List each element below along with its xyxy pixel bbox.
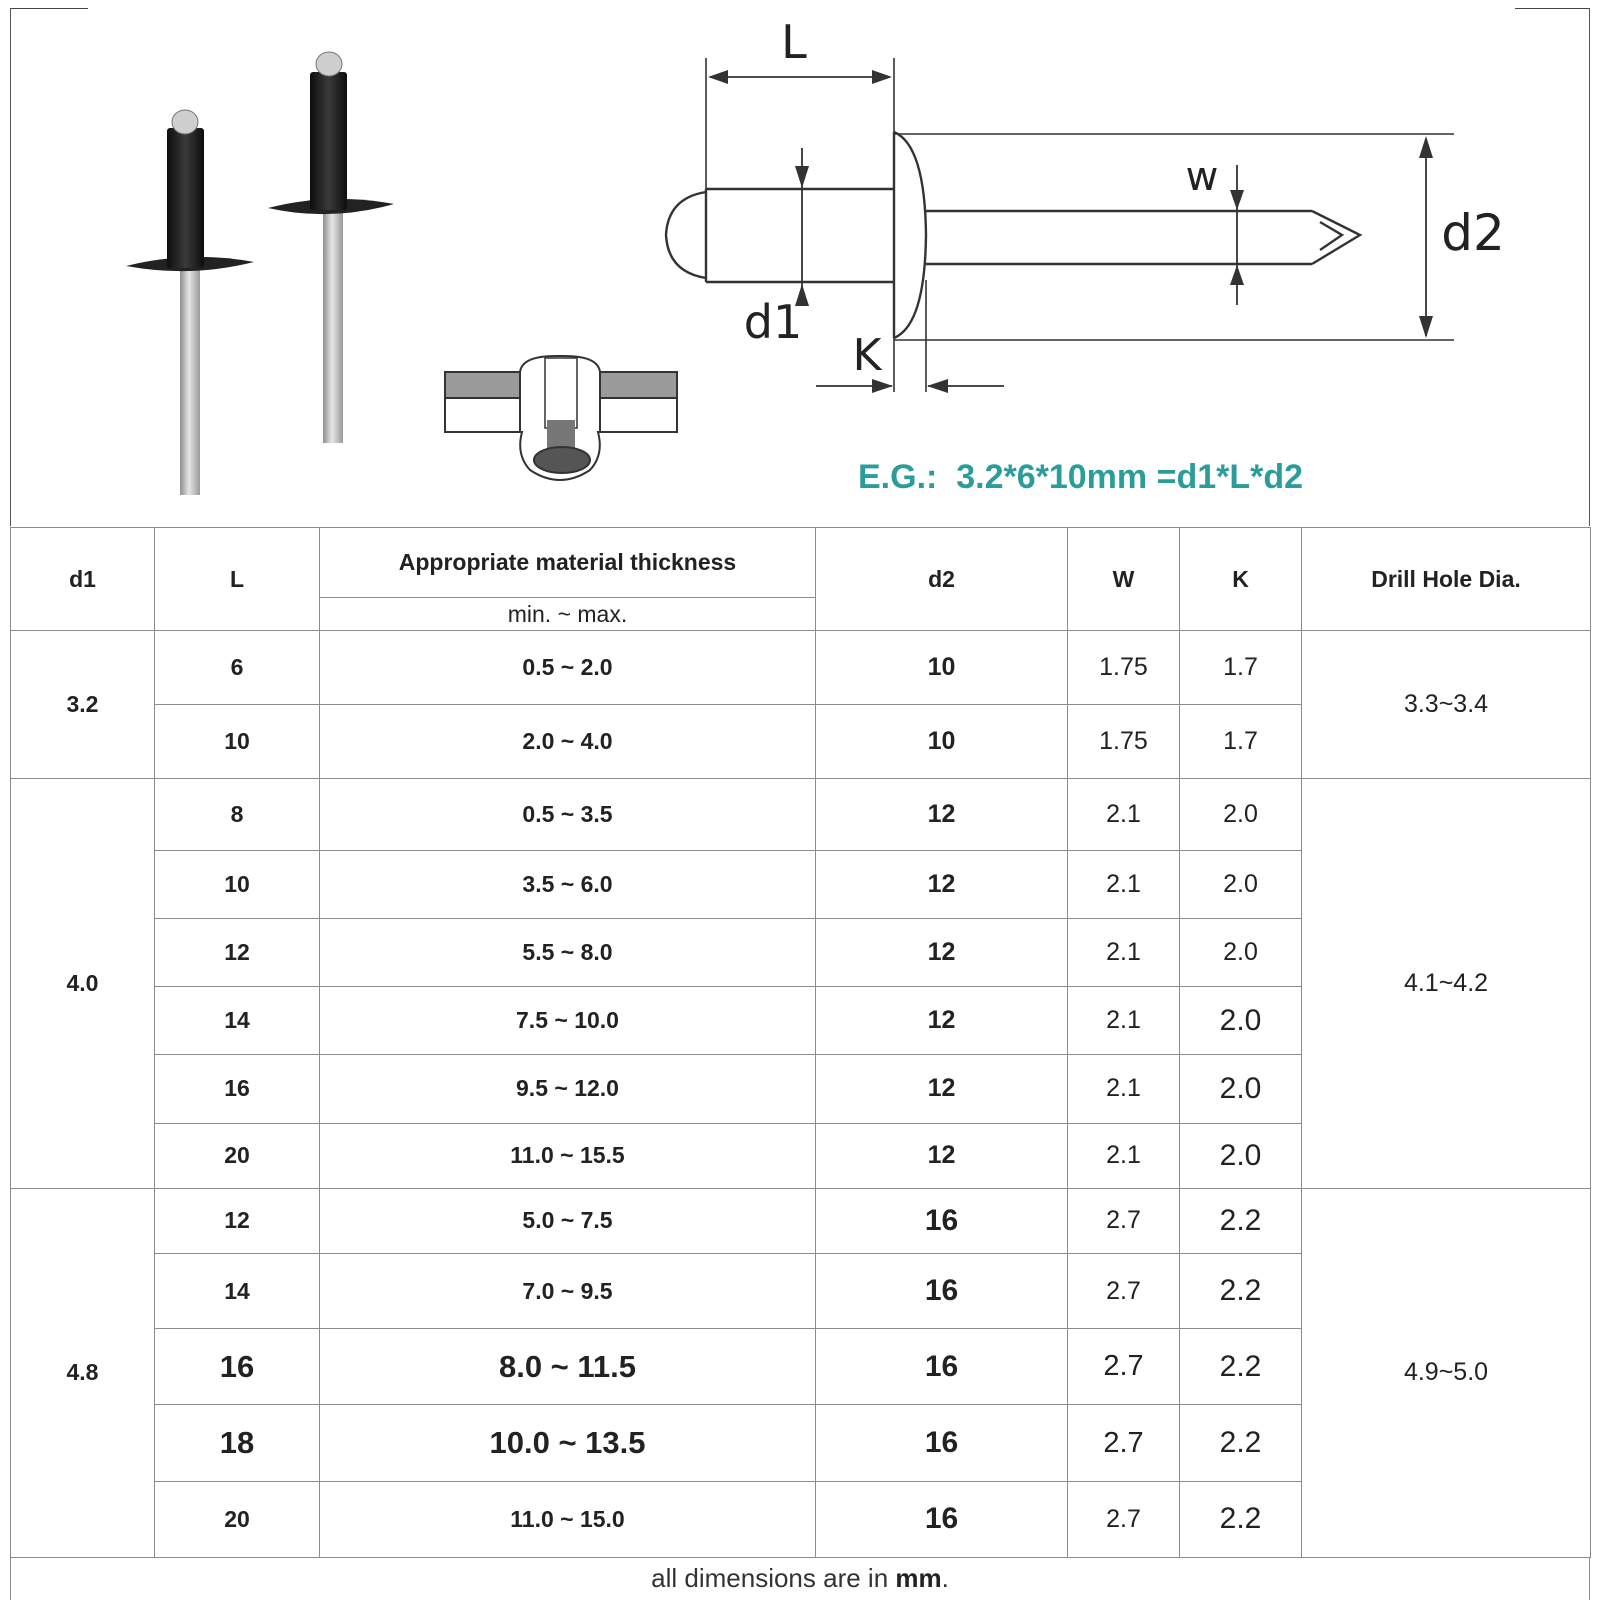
cell-K: 2.2 bbox=[1180, 1329, 1302, 1405]
rivet-photo-right bbox=[268, 52, 394, 443]
cell-L: 12 bbox=[155, 918, 320, 986]
cell-d2: 16 bbox=[816, 1481, 1068, 1557]
cell-W: 2.1 bbox=[1068, 779, 1180, 850]
cell-L: 20 bbox=[155, 1481, 320, 1557]
cell-d2: 10 bbox=[816, 631, 1068, 705]
header-L: L bbox=[155, 528, 320, 631]
label-w: w bbox=[1185, 154, 1219, 200]
cell-thickness: 10.0 ~ 13.5 bbox=[320, 1405, 816, 1481]
header-d1: d1 bbox=[11, 528, 155, 631]
header-drill: Drill Hole Dia. bbox=[1302, 528, 1591, 631]
cell-W: 1.75 bbox=[1068, 631, 1180, 705]
cell-thickness: 2.0 ~ 4.0 bbox=[320, 705, 816, 779]
label-K: K bbox=[852, 330, 882, 381]
footer-note bbox=[10, 1558, 1590, 1600]
cell-L: 20 bbox=[155, 1123, 320, 1188]
cell-K: 2.2 bbox=[1180, 1405, 1302, 1481]
rivet-illustration bbox=[0, 0, 1600, 528]
cell-thickness: 5.0 ~ 7.5 bbox=[320, 1188, 816, 1253]
table-row bbox=[11, 779, 1591, 850]
example-formula: E.G.: 3.2*6*10mm =d1*L*d2 bbox=[858, 458, 1304, 496]
cell-K: 2.0 bbox=[1180, 987, 1302, 1055]
cell-d2: 12 bbox=[816, 1055, 1068, 1123]
cell-thickness: 11.0 ~ 15.5 bbox=[320, 1123, 816, 1188]
cell-d2: 16 bbox=[816, 1253, 1068, 1328]
cell-W: 2.7 bbox=[1068, 1481, 1180, 1557]
cell-d2: 12 bbox=[816, 850, 1068, 918]
cell-K: 2.0 bbox=[1180, 779, 1302, 850]
cell-thickness: 8.0 ~ 11.5 bbox=[320, 1329, 816, 1405]
cell-thickness: 5.5 ~ 8.0 bbox=[320, 918, 816, 986]
cell-thickness: 9.5 ~ 12.0 bbox=[320, 1055, 816, 1123]
cell-L: 10 bbox=[155, 705, 320, 779]
cell-d1: 4.0 bbox=[11, 779, 155, 1188]
cell-L: 8 bbox=[155, 779, 320, 850]
cell-W: 2.7 bbox=[1068, 1405, 1180, 1481]
cell-K: 2.0 bbox=[1180, 1123, 1302, 1188]
installed-rivet-section bbox=[445, 356, 677, 480]
cell-W: 2.1 bbox=[1068, 1123, 1180, 1188]
cell-K: 2.0 bbox=[1180, 1055, 1302, 1123]
rivet-spec-table bbox=[10, 527, 1591, 1558]
cell-L: 14 bbox=[155, 987, 320, 1055]
cell-L: 10 bbox=[155, 850, 320, 918]
cell-drill: 3.3~3.4 bbox=[1302, 631, 1591, 779]
cell-W: 2.1 bbox=[1068, 1055, 1180, 1123]
cell-thickness: 7.5 ~ 10.0 bbox=[320, 987, 816, 1055]
cell-thickness: 0.5 ~ 3.5 bbox=[320, 779, 816, 850]
cell-L: 16 bbox=[155, 1329, 320, 1405]
cell-W: 2.1 bbox=[1068, 850, 1180, 918]
cell-W: 2.7 bbox=[1068, 1329, 1180, 1405]
cell-d2: 16 bbox=[816, 1329, 1068, 1405]
cell-thickness: 7.0 ~ 9.5 bbox=[320, 1253, 816, 1328]
footer-text: all dimensions are in bbox=[651, 1563, 896, 1593]
cell-L: 6 bbox=[155, 631, 320, 705]
cell-d2: 12 bbox=[816, 918, 1068, 986]
cell-L: 14 bbox=[155, 1253, 320, 1328]
cell-thickness: 3.5 ~ 6.0 bbox=[320, 850, 816, 918]
cell-K: 1.7 bbox=[1180, 705, 1302, 779]
cell-W: 1.75 bbox=[1068, 705, 1180, 779]
cell-W: 2.1 bbox=[1068, 987, 1180, 1055]
cell-thickness: 0.5 ~ 2.0 bbox=[320, 631, 816, 705]
footer-unit: mm bbox=[895, 1563, 942, 1593]
cell-drill: 4.1~4.2 bbox=[1302, 779, 1591, 1188]
cell-K: 2.0 bbox=[1180, 850, 1302, 918]
cell-K: 2.2 bbox=[1180, 1253, 1302, 1328]
label-L: L bbox=[781, 15, 807, 69]
cell-L: 16 bbox=[155, 1055, 320, 1123]
header-thickness-sub: min. ~ max. bbox=[320, 598, 816, 631]
cell-drill: 4.9~5.0 bbox=[1302, 1188, 1591, 1557]
cell-d1: 3.2 bbox=[11, 631, 155, 779]
cell-W: 2.7 bbox=[1068, 1188, 1180, 1253]
cell-K: 2.2 bbox=[1180, 1188, 1302, 1253]
header-d2: d2 bbox=[816, 528, 1068, 631]
header-W: W bbox=[1068, 528, 1180, 631]
cell-d1: 4.8 bbox=[11, 1188, 155, 1557]
cell-K: 2.0 bbox=[1180, 918, 1302, 986]
label-d2: d2 bbox=[1441, 204, 1505, 262]
cell-d2: 12 bbox=[816, 987, 1068, 1055]
table-row bbox=[11, 1188, 1591, 1253]
rivet-photo-left bbox=[126, 110, 254, 495]
cell-W: 2.1 bbox=[1068, 918, 1180, 986]
header-K: K bbox=[1180, 528, 1302, 631]
cell-K: 1.7 bbox=[1180, 631, 1302, 705]
cell-L: 12 bbox=[155, 1188, 320, 1253]
cell-d2: 16 bbox=[816, 1188, 1068, 1253]
cell-K: 2.2 bbox=[1180, 1481, 1302, 1557]
header-thickness: Appropriate material thickness bbox=[320, 528, 816, 598]
cell-d2: 16 bbox=[816, 1405, 1068, 1481]
footer-end: . bbox=[941, 1563, 949, 1593]
table-row bbox=[11, 631, 1591, 705]
cell-W: 2.7 bbox=[1068, 1253, 1180, 1328]
cell-d2: 10 bbox=[816, 705, 1068, 779]
cell-L: 18 bbox=[155, 1405, 320, 1481]
cell-d2: 12 bbox=[816, 779, 1068, 850]
cell-d2: 12 bbox=[816, 1123, 1068, 1188]
label-d1: d1 bbox=[743, 295, 803, 349]
cell-thickness: 11.0 ~ 15.0 bbox=[320, 1481, 816, 1557]
